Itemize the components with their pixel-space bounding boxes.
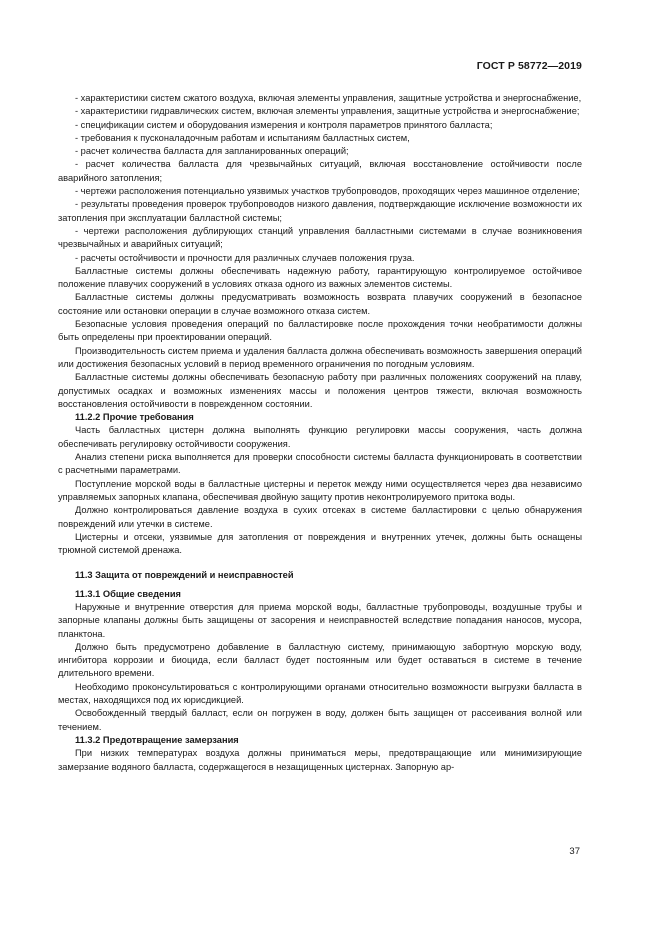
paragraph: Поступление морской воды в балластные цистерны и переток между ними осуществляется через два независимо управляемых запорных клапана, обеспечивая двойную защиту против неконтролируемого притока воды. bbox=[58, 478, 582, 502]
paragraph: - расчет количества балласта для запланированных операций; bbox=[75, 146, 349, 157]
standard-number: ГОСТ Р 58772—2019 bbox=[476, 60, 582, 72]
page-number: 37 bbox=[569, 846, 580, 857]
paragraph: Балластные системы должны обеспечивать надежную работу, гарантирующую контролируемое остойчивое положение плавучих сооружений в условиях отказа одного из важных элементов системы. bbox=[58, 265, 582, 290]
paragraph: Балластные системы должны обеспечивать безопасную работу при различных положениях сооружений на плаву, допустимых осадках и возможных изменениях массы и положения центров тяжести, включая возможность восстановления остойчивости в поврежденном состоянии. bbox=[58, 372, 582, 409]
paragraph: - расчет количества балласта для чрезвычайных ситуаций, включая восстановление остойчивости после аварийного затопления; bbox=[58, 159, 582, 183]
section-heading-11-3-2: 11.3.2 Предотвращение замерзания bbox=[75, 734, 239, 745]
paragraph: - расчеты остойчивости и прочности для различных случаев положения груза. bbox=[75, 252, 415, 263]
paragraph: Часть балластных цистерн должна выполнять функцию регулировки массы сооружения, часть должна обеспечивать регулировку остойчивости сооружения. bbox=[58, 425, 582, 449]
paragraph: Безопасные условия проведения операций по балластировке после прохождения точки необратимости должны быть определены при проектировании операций. bbox=[58, 319, 582, 343]
paragraph: Цистерны и отсеки, уязвимые для затопления от повреждения и внутренних утечек, должны быть оснащены трюмной системой дренажа. bbox=[58, 531, 582, 556]
section-d bbox=[58, 747, 582, 774]
section-c bbox=[58, 601, 582, 734]
paragraph: При низких температурах воздуха должны приниматься меры, предотвращающие или минимизирующие замерзание водяного балласта, содержащегося в незащищенных цистернах. Запорную ар- bbox=[58, 748, 582, 772]
section-heading-11-3: 11.3 Защита от повреждений и неисправностей bbox=[75, 570, 294, 581]
section-heading-11-2-2: 11.2.2 Прочие требования bbox=[75, 412, 194, 423]
body-text bbox=[58, 92, 582, 774]
paragraph: Производительность систем приема и удаления балласта должна обеспечивать возможность завершения операций или достижения безопасных условий в период временного ограничения по погодным условиям. bbox=[58, 345, 582, 369]
paragraph: - спецификации систем и оборудования измерения и контроля параметров принятого балласта; bbox=[75, 119, 493, 130]
paragraph: - требования к пусконаладочным работам и испытаниям балластных систем, bbox=[75, 132, 410, 143]
section-a bbox=[58, 92, 582, 411]
paragraph: Должно быть предусмотрено добавление в балластную систему, принимающую забортную морскую воду, ингибитора коррозии и биоцида, если балласт будет постоянным или будет оставаться в системе в течение длительного времени. bbox=[58, 641, 582, 679]
paragraph: - результаты проведения проверок трубопроводов низкого давления, подтверждающие исключение возможности их затопления при эксплуатации балластной системы; bbox=[58, 199, 582, 223]
paragraph: - характеристики систем сжатого воздуха, включая элементы управления, защитные устройства и энергоснабжение, bbox=[75, 93, 582, 103]
paragraph: Балластные системы должны предусматривать возможность возврата плавучих сооружений в безопасное состояние или остановки операции в случае возможного отказа систем. bbox=[58, 292, 582, 316]
paragraph: - чертежи расположения потенциально уязвимых участков трубопроводов, проходящих через машинное отделение; bbox=[75, 186, 580, 197]
section-b bbox=[58, 424, 582, 557]
paragraph: Необходимо проконсультироваться с контролирующими органами относительно возможности выгрузки балласта в местах, находящихся под их юрисдикцией. bbox=[58, 681, 582, 706]
paragraph: Освобожденный твердый балласт, если он погружен в воду, должен быть защищен от рассеивания волной или течением. bbox=[58, 708, 582, 732]
section-heading-11-3-1: 11.3.1 Общие сведения bbox=[75, 588, 181, 599]
paragraph: - чертежи расположения дублирующих станций управления балластными системами в случае возникновения чрезвычайных и аварийных ситуаций; bbox=[58, 225, 582, 250]
paragraph: Анализ степени риска выполняется для проверки способности системы балласта функционировать в соответствии с расчетными параметрами. bbox=[58, 452, 582, 476]
paragraph: Должно контролироваться давление воздуха в сухих отсеках в системе балластировки с целью обнаружения повреждений или утечки в системе. bbox=[58, 505, 582, 529]
paragraph: Наружные и внутренние отверстия для приема морской воды, балластные трубопроводы, воздушные трубы и запорные клапаны должны быть защищены от засорения и неисправностей вследствие попадания наносов, мусора, планктона. bbox=[58, 601, 582, 639]
paragraph: - характеристики гидравлических систем, включая элементы управления, защитные устройства и энергоснабжение; bbox=[75, 106, 580, 117]
